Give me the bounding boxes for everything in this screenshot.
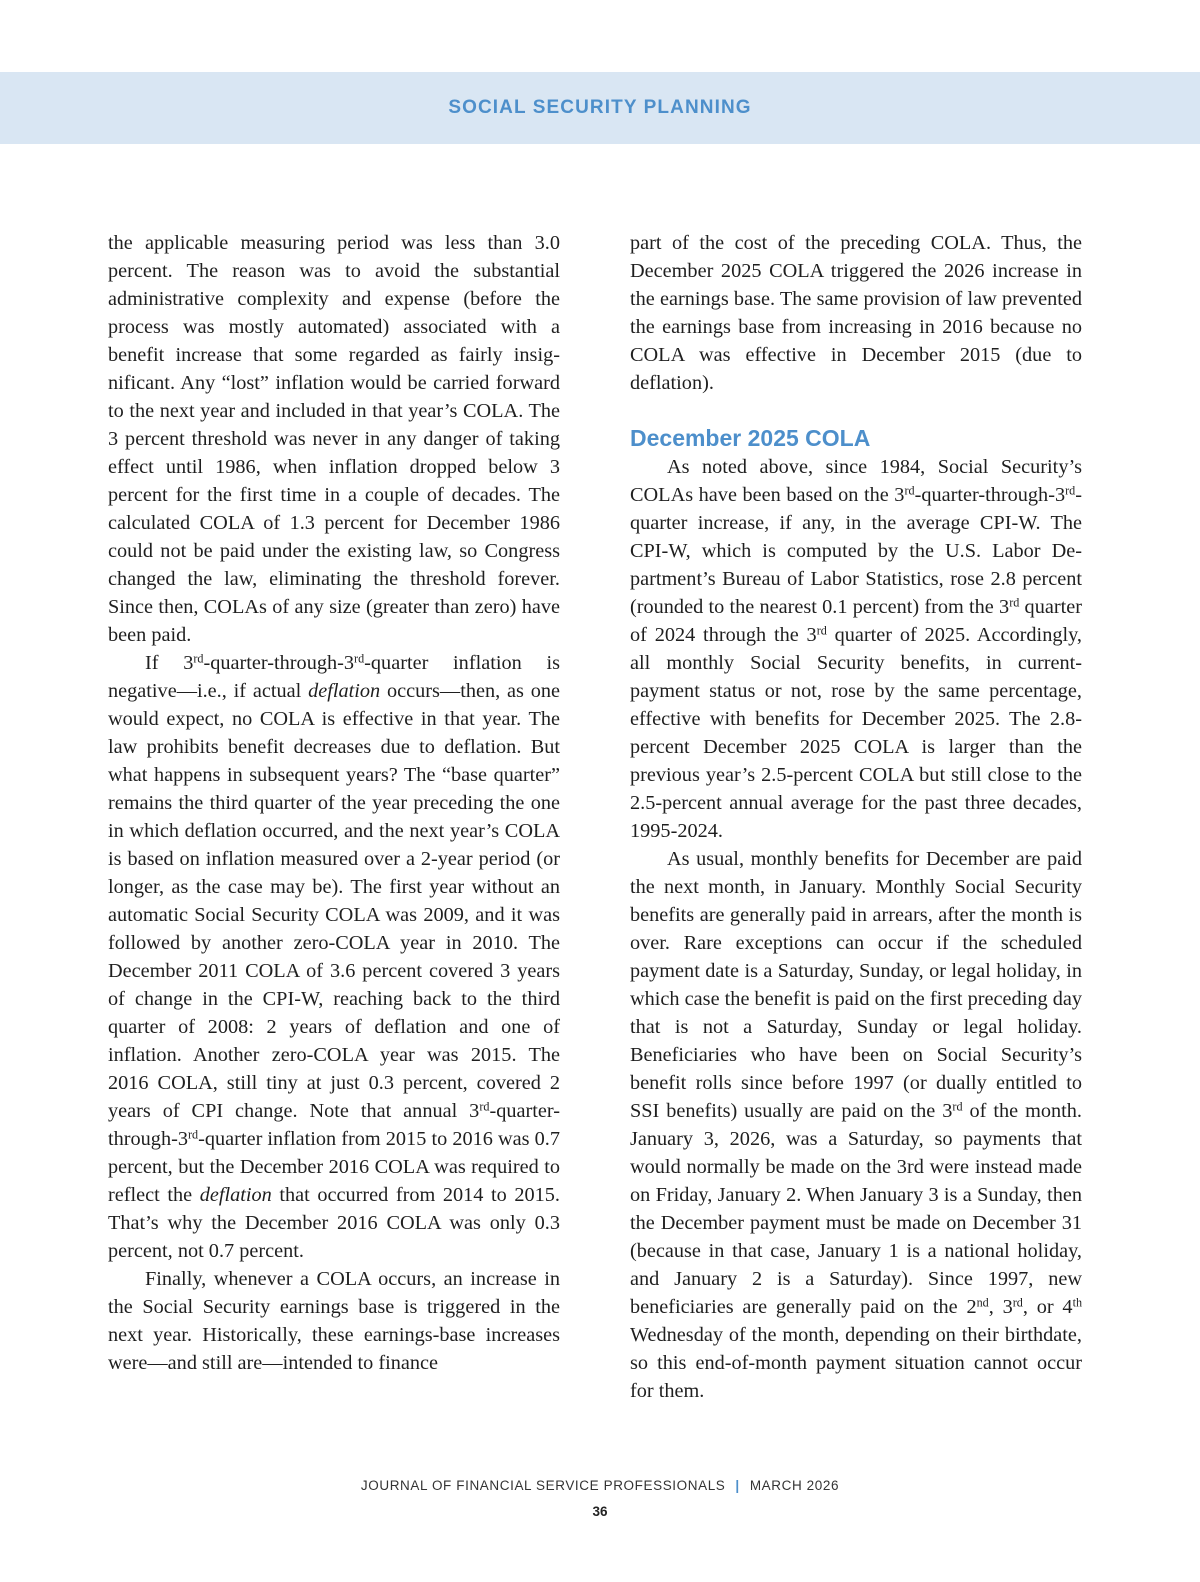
paragraph: the applicable measuring period was less than 3.0 percent. The reason was to avoid the substantial administrative complexity and expense (before the process was mostly automated) associated with a benefit increase that some regarded as fairly insignificant. Any “lost” inflation would be carried forward to the next year and included in that year’s COLA. The 3 percent threshold was never in any danger of taking effect until 1986, when inflation dropped below 3 percent for the first time in a couple of decades. The calculated COLA of 1.3 percent for December 1986 could not be paid under the existing law, so Congress changed the law, eliminating the threshold forever. Since then, COLAs of any size (greater than zero) have been paid.	[108, 232, 560, 646]
footer-separator: |	[735, 1478, 740, 1493]
paragraph: As noted above, since 1984, Social Security’s COLAs have been based on the 3rd-quarter-through-3rd-quarter increase, if any, in the average CPI-W. The CPI-W, which is computed by the U.S. Labor Department’s Bureau of Labor Statistics, rose 2.8 percent (rounded to the nearest 0.1 percent) from the 3rd quarter of 2024 through the 3rd quarter of 2025. Accordingly, all monthly Social Security benefits, in current-payment status or not, rose by the same percentage, effective with benefits for December 2025. The 2.8-percent December 2025 COLA is larger than the previous year’s 2.5-percent COLA but still close to the 2.5-percent annual average for the past three decades, 1995-2024.	[630, 456, 1083, 842]
paragraph: part of the cost of the preceding COLA. Thus, the December 2025 COLA triggered the 2026 increase in the earnings base. The same provision of law prevented the earnings base from increasing in 2016 because no COLA was effective in December 2015 (due to deflation).	[630, 232, 1082, 394]
section-title: SOCIAL SECURITY PLANNING	[448, 97, 752, 118]
paragraph: Finally, whenever a COLA occurs, an increase in the Social Security earnings base is triggered in the next year. Historically, these earnings-base increases were—and still are—intended to finance	[108, 1268, 560, 1374]
left-column	[108, 229, 560, 1377]
subheading: December 2025 COLA	[630, 425, 871, 451]
journal-name: JOURNAL OF FINANCIAL SERVICE PROFESSIONALS	[360, 1478, 726, 1493]
page-footer	[0, 1478, 1200, 1493]
right-column	[630, 229, 1082, 1405]
issue-date: MARCH 2026	[749, 1478, 840, 1493]
page-number: 36	[592, 1504, 608, 1519]
section-header-band	[0, 72, 1200, 144]
paragraph: If 3rd-quarter-through-3rd-quarter inflation is negative—i.e., if actual deflation occurs—then, as one would expect, no COLA is effective in that year. The law prohibits benefit decreases due to deflation. But what happens in subsequent years? The “base quarter” remains the third quarter of the year preceding the one in which deflation occurred, and the next year’s COLA is based on inflation measured over a 2-year period (or longer, as the case may be). The first year without an automatic Social Security COLA was 2009, and it was followed by another zero-COLA year in 2010. The December 2011 COLA of 3.6 percent covered 3 years of change in the CPI-W, reaching back to the third quarter of 2008: 2 years of deflation and one of inflation. Another zero-COLA year was 2015. The 2016 COLA, still tiny at just 0.3 percent, covered 2 years of CPI change. Note that annual 3rd-quarter-through-3rd-quarter inflation from 2015 to 2016 was 0.7 percent, but the December 2016 COLA was required to reflect the deflation that occurred from 2014 to 2015. That’s why the December 2016 COLA was only 0.3 percent, not 0.7 percent.	[108, 651, 561, 1262]
paragraph: As usual, monthly benefits for December are paid the next month, in January. Monthly Social Security benefits are generally paid in arrears, after the month is over. Rare exceptions can occur if the scheduled payment date is a Saturday, Sunday, or legal holiday, in which case the benefit is paid on the first preceding day that is not a Saturday, Sunday or legal holiday. Beneficiaries who have been on Social Security’s benefit rolls since before 1997 (or dually entitled to SSI benefits) usually are paid on the 3rd of the month. January 3, 2026, was a Saturday, so payments that would normally be made on the 3rd were instead made on Friday, January 2. When January 3 is a Sunday, then the December payment must be made on December 31 (because in that case, January 1 is a national holiday, and January 2 is a Saturday). Since 1997, new beneficiaries are generally paid on the 2nd, 3rd, or 4th Wednesday of the month, depending on their birthdate, so this end-of-month payment situation cannot occur for them.	[630, 848, 1083, 1402]
